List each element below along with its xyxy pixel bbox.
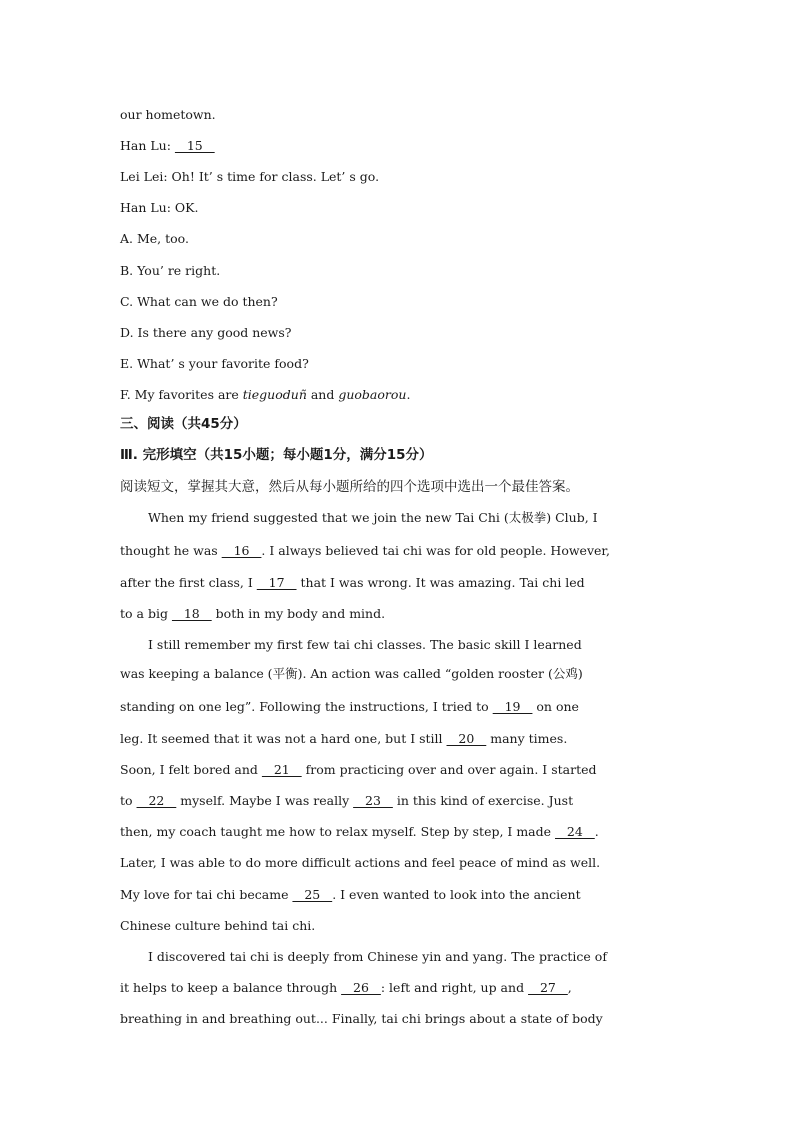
dialogue-line-leilei: Lei Lei: Oh! It’ s time for class. Let’ s go.	[120, 169, 380, 184]
passage-line: When my friend suggested that we join the new Tai Chi (太极拳) Club, I	[148, 510, 598, 525]
text-run: in this kind of exercise. Just	[392, 793, 574, 808]
text-run: ,	[567, 980, 572, 995]
passage-line	[120, 980, 572, 996]
option-f-label: F. My favorites are	[120, 387, 243, 402]
option-f-item-2: guobaorou	[338, 387, 407, 402]
dialogue-line-hanlu-ok: Han Lu: OK.	[120, 200, 199, 215]
passage-line	[120, 731, 567, 747]
option-a: A. Me, too.	[120, 231, 189, 246]
passage-line: Later, I was able to do more difficult actions and feel peace of mind as well.	[120, 855, 601, 870]
text-run: standing on one leg”. Following the instructions, I tried to	[120, 699, 493, 714]
blank-27: 27	[528, 980, 568, 995]
dialogue-line-hometown: our hometown.	[120, 107, 216, 122]
blank-22: 22	[136, 793, 177, 808]
option-d: D. Is there any good news?	[120, 325, 292, 340]
blank-16: 16	[221, 543, 262, 558]
option-b: B. You’ re right.	[120, 263, 221, 278]
passage-line	[120, 575, 585, 591]
text-run: to a big	[120, 606, 172, 621]
text-run: from practicing over and over again. I started	[301, 762, 597, 777]
option-e: E. What’ s your favorite food?	[120, 356, 309, 371]
text-run: : left and right, up and	[380, 980, 529, 995]
blank-18: 18	[171, 606, 212, 621]
passage-line: breathing in and breathing out... Finally, tai chi brings about a state of body	[120, 1011, 603, 1026]
option-f-and: and	[306, 387, 339, 402]
passage-line: was keeping a balance (平衡). An action was called “golden rooster (公鸡)	[120, 666, 583, 681]
option-f-item-1: tieguoduñ	[242, 387, 307, 402]
text-run: My love for tai chi became	[120, 887, 293, 902]
text-run: after the first class, I	[120, 575, 257, 590]
passage-line: Chinese culture behind tai chi.	[120, 918, 316, 933]
option-f	[120, 387, 410, 403]
passage-line: I still remember my first few tai chi classes. The basic skill I learned	[148, 637, 582, 652]
text-run: Soon, I felt bored and	[120, 762, 262, 777]
text-run: thought he was	[120, 543, 222, 558]
text-run: .	[594, 824, 599, 839]
blank-23: 23	[353, 793, 393, 808]
blank-17: 17	[256, 575, 297, 590]
text-run: . I always believed tai chi was for old people. However,	[261, 543, 610, 558]
blank-20: 20	[446, 731, 487, 746]
passage-line: I discovered tai chi is deeply from Chinese yin and yang. The practice of	[148, 949, 607, 964]
option-c: C. What can we do then?	[120, 294, 278, 309]
blank-19: 19	[492, 699, 533, 714]
section-title: 三、阅读（共45分）	[120, 416, 247, 432]
text-run: many times.	[486, 731, 568, 746]
speaker-label: Han Lu:	[120, 138, 175, 153]
text-run: myself. Maybe I was really	[176, 793, 354, 808]
blank-26: 26	[341, 980, 381, 995]
text-run: to	[120, 793, 137, 808]
text-run: that I was wrong. It was amazing. Tai chi led	[296, 575, 585, 590]
blank-21: 21	[261, 762, 302, 777]
text-run: then, my coach taught me how to relax myself. Step by step, I made	[120, 824, 555, 839]
passage-line	[120, 824, 599, 840]
blank-15: 15	[174, 138, 215, 153]
passage-line	[120, 887, 581, 903]
blank-25: 25	[292, 887, 333, 902]
text-run: leg. It seemed that it was not a hard one, but I still	[120, 731, 447, 746]
section-instruction: 阅读短文，掌握其大意，然后从每小题所给的四个选项中选出一个最佳答案。	[120, 479, 579, 495]
passage-line	[120, 543, 610, 559]
section-subtitle: Ⅲ. 完形填空（共15小题；每小题1分，满分15分）	[120, 447, 433, 463]
passage-line	[120, 699, 579, 715]
dialogue-line-15	[120, 138, 215, 154]
blank-24: 24	[555, 824, 595, 839]
passage-line	[120, 793, 573, 809]
option-f-end: .	[406, 387, 411, 402]
text-run: on one	[532, 699, 579, 714]
passage-line	[120, 762, 597, 778]
text-run: both in my body and mind.	[211, 606, 386, 621]
text-run: it helps to keep a balance through	[120, 980, 342, 995]
text-run: . I even wanted to look into the ancient	[332, 887, 581, 902]
passage-line	[120, 606, 385, 622]
